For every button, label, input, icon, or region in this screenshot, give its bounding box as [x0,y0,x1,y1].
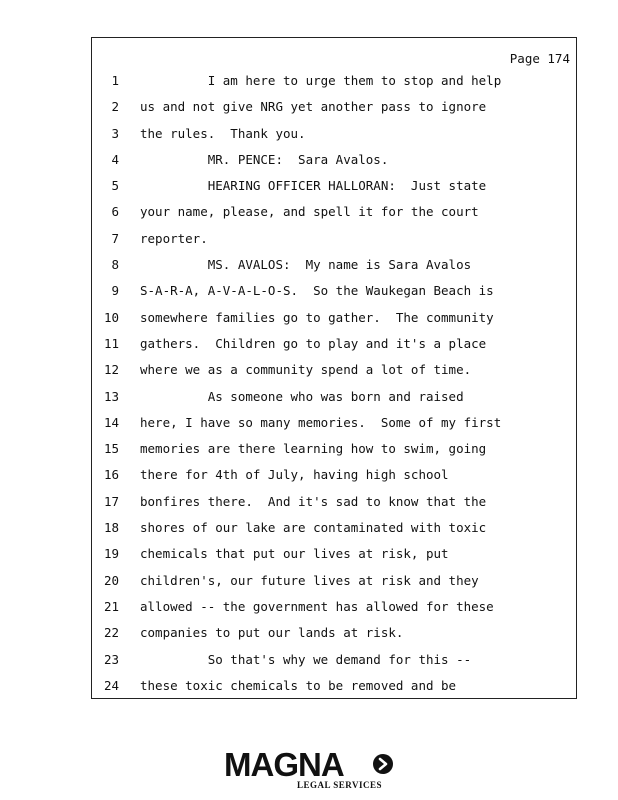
line-number: 3 [111,125,119,141]
line-number: 1 [111,73,119,88]
transcript-line [92,462,576,488]
line-number: 2 [111,99,119,115]
transcript-line [92,620,576,646]
line-text: the rules. Thank you. [140,125,306,141]
line-text: MS. AVALOS: My name is Sara Avalos [140,257,472,273]
line-number: 21 [103,598,119,614]
logo-wordmark: MAGNA [224,746,344,783]
line-text: As someone who was born and raised [140,388,464,404]
line-number: 19 [103,546,119,562]
line-text: somewhere families go to gather. The community [140,309,494,325]
line-text: your name, please, and spell it for the court [140,204,479,220]
line-number: 18 [103,520,119,536]
line-text: here, I have so many memories. Some of my first [140,414,502,430]
transcript-line [92,278,576,304]
transcript-line [92,305,576,331]
transcript-line [92,489,576,515]
line-text: gathers. Children go to play and it's a place [140,335,487,351]
transcript-line [92,594,576,620]
line-text: these toxic chemicals to be removed and be [140,677,457,693]
line-number: 13 [103,388,119,404]
line-text: chemicals that put our lives at risk, put [140,546,449,562]
transcript-line [92,410,576,436]
line-text: bonfires there. And it's sad to know that the [140,493,487,509]
line-number: 15 [103,441,119,457]
line-number: 7 [111,230,119,246]
arrow-circle-icon [372,753,394,775]
transcript-line [92,436,576,462]
transcript-line [92,94,576,120]
line-number: 9 [111,283,119,299]
line-text: shores of our lake are contaminated with toxic [140,520,487,536]
line-text: us and not give NRG yet another pass to ignore [140,99,487,115]
line-number: 10 [103,309,119,325]
transcript-line [92,568,576,594]
line-number: 5 [111,178,119,194]
transcript-line [92,68,576,94]
transcript-line [92,252,576,278]
line-text: children's, our future lives at risk and they [140,572,479,588]
transcript-line [92,121,576,147]
line-text: I am here to urge them to stop and help [140,73,502,88]
page-number: Page 174 [509,51,570,66]
line-number: 24 [103,677,119,693]
transcript-line [92,331,576,357]
transcript-line [92,541,576,567]
line-text: S-A-R-A, A-V-A-L-O-S. So the Waukegan Beach is [140,283,494,299]
line-number: 20 [103,572,119,588]
transcript-line [92,226,576,252]
transcript-line [92,647,576,673]
line-text: where we as a community spend a lot of time. [140,362,472,378]
transcript-line [92,357,576,383]
line-number: 6 [111,204,119,220]
magna-logo [224,747,396,793]
line-number: 12 [103,362,119,378]
line-number: 4 [111,151,119,167]
line-text: So that's why we demand for this -- [140,651,472,667]
line-number: 16 [103,467,119,483]
line-text: HEARING OFFICER HALLORAN: Just state [140,178,487,194]
line-number: 23 [103,651,119,667]
logo-tagline: LEGAL SERVICES [297,780,382,790]
transcript-line [92,515,576,541]
line-text: companies to put our lands at risk. [140,625,404,641]
line-text: there for 4th of July, having high school [140,467,449,483]
line-text: allowed -- the government has allowed for these [140,598,494,614]
line-number: 14 [103,414,119,430]
transcript-line [92,199,576,225]
line-number: 22 [103,625,119,641]
line-text: memories are there learning how to swim, going [140,441,487,457]
transcript-page [91,37,577,699]
line-number: 17 [103,493,119,509]
line-number: 11 [103,335,119,351]
line-text: reporter. [140,230,208,246]
line-number: 8 [111,257,119,273]
transcript-line [92,173,576,199]
line-text: MR. PENCE: Sara Avalos. [140,151,389,167]
transcript-lines [92,68,576,699]
transcript-line [92,673,576,699]
transcript-line [92,147,576,173]
transcript-line [92,384,576,410]
